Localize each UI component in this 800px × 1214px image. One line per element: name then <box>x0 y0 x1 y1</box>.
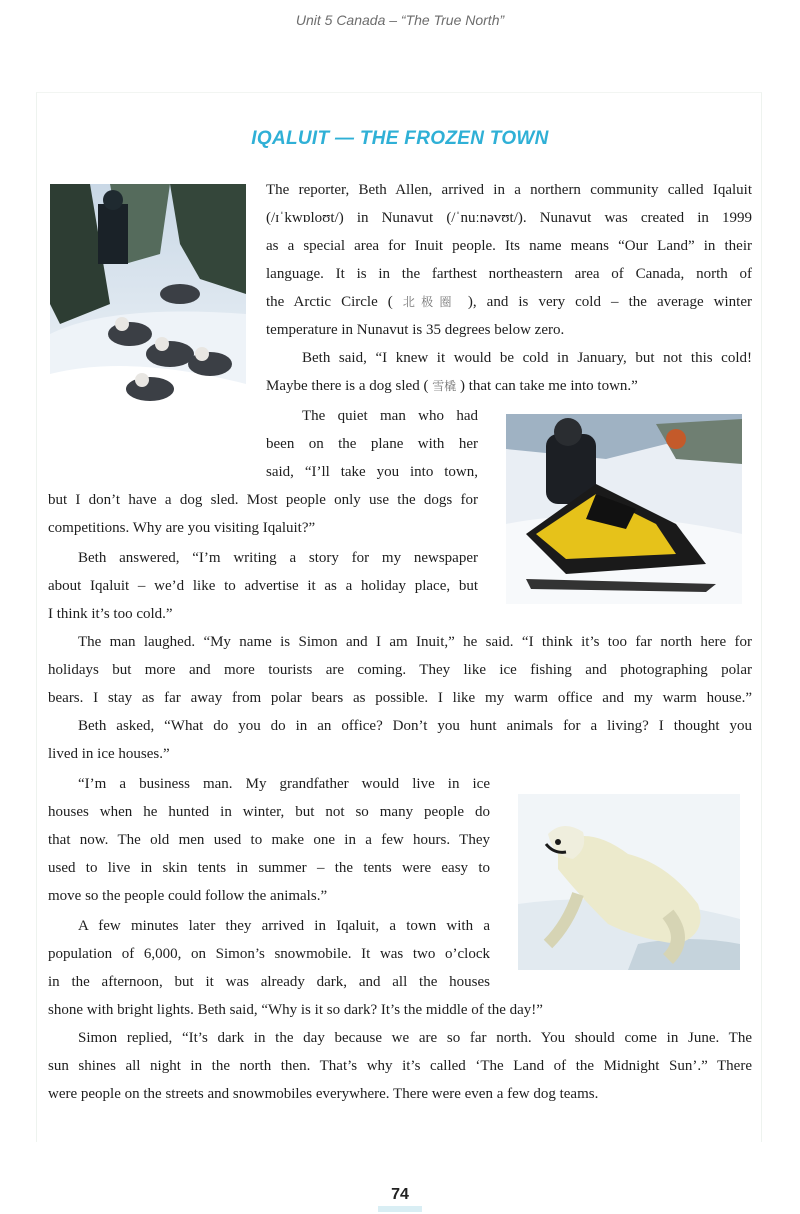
paragraph-4-line: about Iqaluit – we’d like to advertise it as a holiday place, but <box>48 578 478 594</box>
paragraph-3-line: said, “I’ll take you into town, <box>266 464 478 480</box>
paragraph-1-line: as a special area for Inuit people. Its name means “Our Land” in their <box>266 238 752 254</box>
paragraph-1-line: The reporter, Beth Allen, arrived in a northern community called Iqaluit <box>266 182 752 198</box>
snowmobile-photo <box>506 414 742 604</box>
paragraph-4-line: I think it’s too cold.” <box>48 606 173 622</box>
page-number-underline <box>378 1206 422 1212</box>
paragraph-7-line: “I’m a business man. My grandfather would live in ice <box>78 776 490 792</box>
chinese-gloss: 雪橇 <box>432 379 457 393</box>
paragraph-3-line: competitions. Why are you visiting Iqaluit?” <box>48 520 316 536</box>
paragraph-5-line: holidays but more and more tourists are coming. They like ice fishing and photographing polar <box>48 662 752 678</box>
paragraph-9-line: Simon replied, “It’s dark in the day because we are so far north. You should come in June. The <box>78 1030 752 1046</box>
paragraph-3-line: but I don’t have a dog sled. Most people only use the dogs for <box>48 492 478 508</box>
line-text: ) that can take me into town.” <box>459 378 638 394</box>
paragraph-5-line: The man laughed. “My name is Simon and I am Inuit,” he said. “I think it’s too far north here for <box>78 634 752 650</box>
paragraph-8-line: in the afternoon, but it was already dark, and all the houses <box>48 974 490 990</box>
paragraph-4-line: Beth answered, “I’m writing a story for my newspaper <box>78 550 478 566</box>
line-text: ), and is very cold – the average winter <box>467 294 752 310</box>
page-number: 74 <box>391 1186 409 1203</box>
paragraph-8-line: A few minutes later they arrived in Iqaluit, a town with a <box>78 918 490 934</box>
polar-bear-photo <box>518 794 740 970</box>
paragraph-6-line: Beth asked, “What do you do in an office? Don’t you hunt animals for a living? I thought you <box>78 718 752 734</box>
paragraph-3-line: been on the plane with her <box>266 436 478 452</box>
paragraph-1-line: (/ɪˈkwɒloʊt/) in Nunavut (/ˈnuːnəvʊt/). Nunavut was created in 1999 <box>266 210 752 226</box>
paragraph-1-line: language. It is in the farthest northeastern area of Canada, north of <box>266 266 752 282</box>
dog-sled-photo <box>50 184 246 438</box>
paragraph-8-line: population of 6,000, on Simon’s snowmobile. It was two o’clock <box>48 946 490 962</box>
paragraph-7-line: move so the people could follow the animals.” <box>48 888 328 904</box>
paragraph-6-line: lived in ice houses.” <box>48 746 170 762</box>
paragraph-7-line: used to live in skin tents in summer – the tents were easy to <box>48 860 490 876</box>
paragraph-9-line: sun shines all night in the north then. That’s why it’s called ‘The Land of the Midnight Sun’.” There <box>48 1058 752 1074</box>
paragraph-2-line <box>266 376 752 396</box>
paragraph-9-line: were people on the streets and snowmobiles everywhere. There were even a few dog teams. <box>48 1086 599 1102</box>
paragraph-1-line: temperature in Nunavut is 35 degrees below zero. <box>266 322 565 338</box>
paragraph-2-line: Beth said, “I knew it would be cold in January, but not this cold! <box>302 350 752 366</box>
paragraph-3-line: The quiet man who had <box>302 408 478 424</box>
article-title: IQALUIT — THE FROZEN TOWN <box>251 128 549 149</box>
paragraph-7-line: that now. The old men used to make one in a few hours. They <box>48 832 490 848</box>
paragraph-5-line: bears. I stay as far away from polar bears as possible. I like my warm office and my warm house.” <box>48 690 752 706</box>
chinese-gloss: 北极圈 <box>402 295 458 309</box>
line-text: Maybe there is a dog sled ( <box>266 378 429 394</box>
running-head: Unit 5 Canada – “The True North” <box>295 12 505 28</box>
paragraph-7-line: houses when he hunted in winter, but not so many people do <box>48 804 490 820</box>
line-text: the Arctic Circle ( <box>266 294 393 310</box>
paragraph-8-line: shone with bright lights. Beth said, “Why is it so dark? It’s the middle of the day!” <box>48 1002 543 1018</box>
paragraph-1-line <box>266 292 752 312</box>
